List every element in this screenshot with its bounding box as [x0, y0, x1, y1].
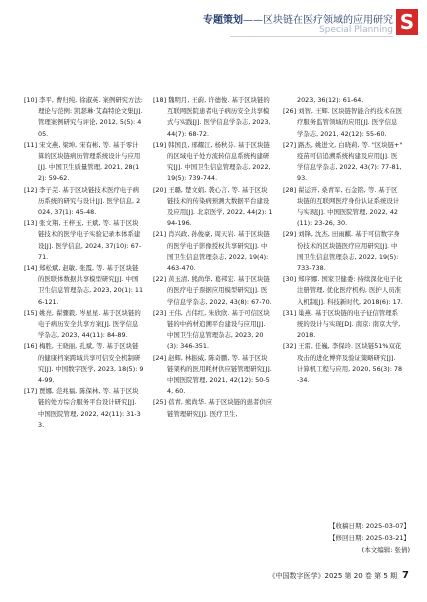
- column-logo-icon: S: [396, 9, 418, 35]
- reference-item: [15] 姚亮, 翟骤毅, 岑星星. 基于区块链的电子病历安全共享方案[J]. 医学信息学杂志, 2023, 44(11): 84-89.: [24, 308, 141, 340]
- reference-item: [11] 宋文燕, 梁坤, 宋有彬, 等. 基于零计算的区块链病历管理系统设计与应用[J]. 中国卫生质量管理, 2021, 28(12): 59-62.: [24, 140, 141, 183]
- received-date: 【收稿日期: 2025-03-07】: [328, 522, 410, 530]
- reference-item: [18] 魏明月, 王蔚, 许德俊. 基于区块链的互联网医院患者电子病历安全共享模式与实践[J]. 医学信息学杂志, 2023, 44(7): 68-72.: [153, 96, 271, 138]
- reference-item: [24] 赵辉, 林振威, 陈奇鹏, 等. 基于区块链架构的医用耗材供应链管理研究[J]. 中国医院管理, 2021, 42(12): 50-54, 60.: [153, 353, 272, 396]
- header-divider: [230, 36, 393, 37]
- reference-item: [17] 贾娜, 范兆福, 陈保林, 等. 基于区块链的处方综合服务平台设计研究[J]. 中国医院管理, 2022, 42(11): 31-33.: [24, 387, 141, 429]
- reference-item: [26] 刘智, 王辉. 区块链智能合约技术在医疗服务监管领域的应用[J]. 医学信息学杂志, 2021, 42(12): 55-60.: [283, 107, 403, 138]
- reference-item: [28] 翟运开, 桑青军, 石金铭, 等. 基于区块链的互联网医疗身份认证系统设计与实现[J]. 中国医院管理, 2022, 42(11): 23-26, 30.: [283, 185, 400, 228]
- reference-item: [10] 李平, 曹归纯, 徐淑英. 案例研究方法: 理论与范例: 凯瑟琳·艾森特论文集[J]. 管理案例研究与评论, 2012, 5(5): 405.: [24, 96, 143, 138]
- reference-item: [23] 王伟, 占伟红, 朱欣欣. 基于可信区块链的中药材追溯平台建设与应用[J]. 中国卫生信息管理杂志, 2023, 20(3): 346-351.: [153, 308, 270, 351]
- journal-citation: 《中国数字医学》2025 第 20 卷 第 5 期: [268, 572, 398, 580]
- page-footer: [269, 570, 410, 581]
- column-name: 专题策划: [203, 15, 243, 26]
- reference-item: [30] 郑序娜. 国家卫健委: 持续深化电子化注册管理, 优化医疗机构, 医护人员准入机制[J]. 科技新时代, 2018(6): 17.: [283, 275, 403, 306]
- page-number: 7: [402, 570, 409, 581]
- reference-item: [27] 路杰, 姚进文, 白晓莉, 等. "区块链+" 疫苗可信追溯系统构建及应用[J]. 医学信息学杂志, 2022, 43(7): 77-81, 93.: [283, 140, 403, 183]
- reference-item: [31] 巢燕. 基于区块链的电子征信管理系统的设计与实现[D]. 南京: 南京大学, 2018.: [283, 308, 401, 340]
- reference-item: [13] 张文翔, 王梓玉, 王斌, 等. 基于区块链技术的医学电子实验记录本体系建设[J]. 医学信息, 2024, 37(10): 67-71.: [24, 219, 142, 261]
- revised-date: 【修回日期: 2025-03-21】: [328, 534, 410, 542]
- references-column-2: [153, 95, 273, 420]
- reference-item: [12] 李子芫. 基于区块链技术医疗电子病历系统的研究与设计[J]. 医学信息, 2024, 37(1): 45-48.: [24, 185, 141, 217]
- column-topic: ——区块链在医疗领域的应用研究: [243, 15, 393, 26]
- column-subtitle: Special Planning: [318, 25, 393, 35]
- references-column-3: [283, 95, 403, 386]
- reference-item: [19] 韩国良, 邢耀江, 杨秋芬. 基于区块链的区域电子处方流转信息系统构建研究[J]. 中国卫生信息管理杂志, 2022, 19(5): 739-744.: [153, 140, 271, 183]
- reference-item: [32] 王雷, 任巍, 李保玲. 区块链51%双花攻击的进化博弈及验证策略研究[J]. 计算机工程与应用, 2020, 56(3): 78-34.: [283, 342, 403, 385]
- article-meta: [300, 520, 410, 556]
- reference-item: [25] 蓓青, 熊尚华. 基于区块链的患者供应链管理研究[J]. 医疗卫生,: [153, 398, 273, 418]
- references-column-1: [24, 95, 144, 431]
- reference-item: [21] 肖兴政, 孙俊豪, 周天岩. 基于区块链的医学电子影像授权共享研究[J]. 中国卫生信息管理杂志, 2022, 19(4): 463-470.: [153, 230, 270, 273]
- reference-item: [22] 黄玉清, 熊尚华, 葛邦宏. 基于区块链的医疗电子票据应用模型研究[J]. 医学信息学杂志, 2022, 43(8): 67-70.: [153, 275, 272, 306]
- reference-item: [16] 梅胜, 王晓丽, 孔斌, 等. 基于区块链的健康档案跨域共享可信安全机制研究[J]. 中国数字医学, 2023, 18(5): 94-99.: [24, 342, 144, 385]
- reference-item: [14] 郑松斌, 赵敏, 张霞, 等. 基于区块链的医联体数据共享模型研究[J]. 中国卫生信息管理杂志, 2023, 20(1): 116-121.: [24, 264, 144, 306]
- reference-item: [29] 刘锋, 沈杰, 田雨麒. 基于可信数字身份技术的区块链医疗应用研究[J]. 中国卫生信息管理杂志, 2022, 19(5): 733-738.: [283, 230, 400, 273]
- column-title: [203, 11, 393, 26]
- reference-item-continued: 2023, 36(12): 61-64.: [297, 96, 364, 104]
- editor-note: (本文编辑: 张倩): [361, 546, 410, 554]
- page-header: [0, 0, 427, 48]
- reference-item: [20] 王璐, 楚文娟, 袭心言, 等. 基于区块链技术的传染病预测大数据平台建设及应用[J]. 北京医学, 2022, 44(2): 194-196.: [153, 185, 273, 228]
